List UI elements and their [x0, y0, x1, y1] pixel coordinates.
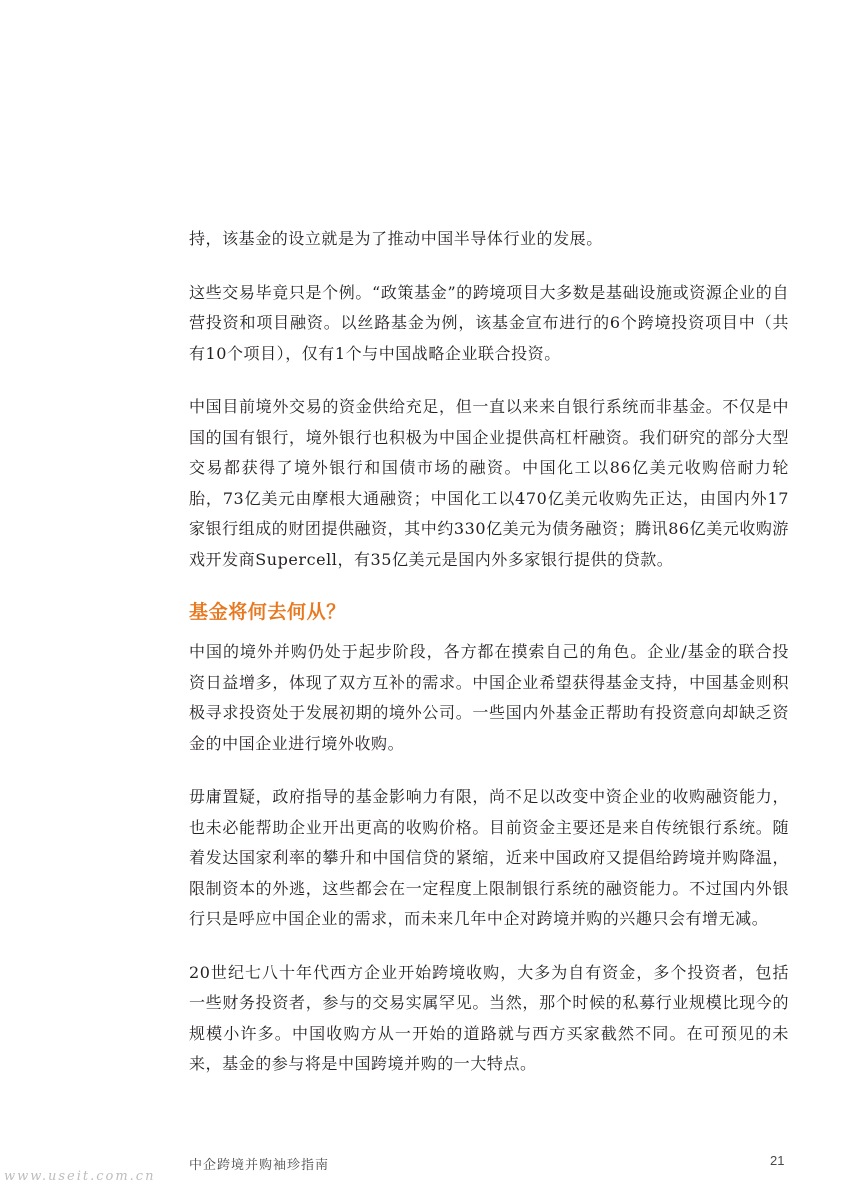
paragraph-4: 中国的境外并购仍处于起步阶段，各方都在摸索自己的角色。企业/基金的联合投资日益增多，体现了双方互补的需求。中国企业希望获得基金支持，中国基金则积极寻求投资处于发展初期的境外公司。一些国内外基金正帮助有投资意向却缺乏资金的中国企业进行境外收购。	[189, 642, 789, 753]
paragraph-1: 持，该基金的设立就是为了推动中国半导体行业的发展。	[189, 229, 603, 248]
paragraph-6: 20世纪七八十年代西方企业开始跨境收购，大多为自有资金，多个投资者，包括一些财务投资者，参与的交易实属罕见。当然，那个时候的私募行业规模比现今的规模小许多。中国收购方从一开始的道路就与西方买家截然不同。在可预见的未来，基金的参与将是中国跨境并购的一大特点。	[189, 962, 789, 1073]
page-number: 21	[770, 1153, 785, 1168]
paragraph-5: 毋庸置疑，政府指导的基金影响力有限，尚不足以改变中资企业的收购融资能力，也未必能帮助企业开出更高的收购价格。目前资金主要还是来自传统银行系统。随着发达国家利率的攀升和中国信贷的紧缩，近来中国政府又提倡给跨境并购降温，限制资本的外逃，这些都会在一定程度上限制银行系统的融资能力。不过国内外银行只是呼应中国企业的需求，而未来几年中企对跨境并购的兴趣只会有增无减。	[189, 787, 789, 928]
footer-title: 中企跨境并购袖珍指南	[189, 1158, 330, 1173]
paragraph-2: 这些交易毕竟只是个例。“政策基金”的跨境项目大多数是基础设施或资源企业的自营投资和项目融资。以丝路基金为例，该基金宣布进行的6个跨境投资项目中（共有10个项目），仅有1个与中国战略企业联合投资。	[189, 282, 789, 363]
watermark: www.useit.com.cn	[4, 1169, 156, 1184]
article-body	[189, 224, 789, 1103]
section-heading: 基金将何去何从？	[189, 601, 346, 623]
paragraph-3: 中国目前境外交易的资金供给充足，但一直以来来自银行系统而非基金。不仅是中国的国有银行，境外银行也积极为中国企业提供高杠杆融资。我们研究的部分大型交易都获得了境外银行和国债市场的融资。中国化工以86亿美元收购倍耐力轮胎，73亿美元由摩根大通融资；中国化工以470亿美元收购先正达，由国内外17家银行组成的财团提供融资，其中约330亿美元为债务融资；腾讯86亿美元收购游戏开发商Supercell，有35亿美元是国内外多家银行提供的贷款。	[189, 397, 789, 569]
